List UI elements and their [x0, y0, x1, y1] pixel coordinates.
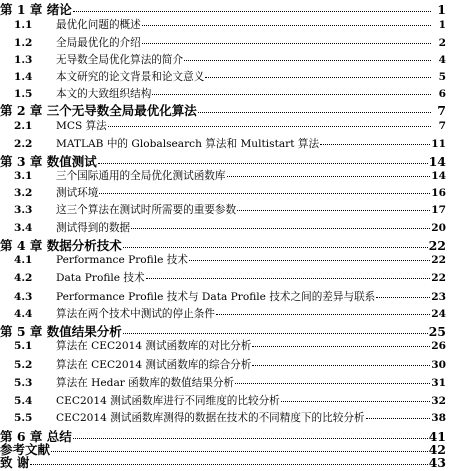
toc-num: 5.2: [14, 359, 33, 371]
toc-title: MCS 算法: [56, 120, 107, 132]
leader-dots: [252, 346, 430, 347]
toc-page: 16: [431, 187, 446, 199]
toc-page: 38: [431, 412, 446, 424]
toc-section: [0, 35, 446, 50]
leader-dots: [152, 94, 431, 95]
toc-num: 3.2: [14, 187, 33, 199]
toc-num: 4.2: [14, 272, 33, 284]
toc-page: 30: [431, 359, 446, 371]
toc-page: 7: [438, 120, 446, 132]
toc-section: [0, 136, 446, 151]
leader-dots: [198, 112, 431, 113]
toc-section: [0, 289, 446, 304]
toc-page: 22: [431, 254, 446, 266]
toc-page: 42: [428, 442, 446, 457]
toc-num: 3.3: [14, 204, 33, 216]
toc-num: 1.5: [14, 88, 33, 100]
toc-section: [0, 185, 446, 200]
toc-page: 7: [437, 103, 446, 118]
leader-dots: [227, 176, 431, 177]
toc-num: 4.4: [14, 308, 33, 320]
toc-title: CEC2014 测试函数库测得的数据在技术的不同精度下的比较分析: [56, 412, 365, 424]
toc-title: 测试得到的数据: [56, 222, 131, 234]
toc-section: [0, 168, 446, 183]
toc-page: 11: [431, 138, 446, 150]
toc-num: 5.4: [14, 395, 33, 407]
leader-dots: [376, 297, 430, 298]
toc-title: 第 1 章 绪论: [0, 2, 72, 17]
toc-title: Performance Profile 技术: [56, 254, 188, 266]
leader-dots: [252, 365, 430, 366]
leader-dots: [98, 163, 428, 164]
toc-num: 4.3: [14, 291, 33, 303]
toc-page: 41: [428, 429, 446, 444]
toc-num: 1.3: [14, 54, 33, 66]
leader-dots: [216, 314, 430, 315]
toc-page: 1: [437, 2, 446, 17]
leader-dots: [73, 11, 431, 12]
toc-section: [0, 270, 446, 285]
toc-page: 31: [431, 377, 446, 389]
toc-num: 1.1: [14, 19, 33, 31]
toc-title: 算法在 CEC2014 测试函数库的综合分析: [56, 359, 252, 371]
leader-dots: [108, 126, 431, 127]
toc-title: 最优化问题的概述: [56, 19, 141, 31]
toc-page: 43: [428, 455, 446, 470]
leader-dots: [184, 60, 431, 61]
toc-chapter: [0, 453, 446, 471]
leader-dots: [142, 43, 431, 44]
toc-section: [0, 375, 446, 390]
toc-page: 6: [438, 88, 446, 100]
leader-dots: [123, 333, 428, 334]
leader-dots: [205, 77, 431, 78]
toc-num: 5.5: [14, 412, 33, 424]
toc-section: [0, 86, 446, 101]
toc-title: 无导数全局优化算法的简介: [56, 54, 184, 66]
toc-title: 第 3 章 数值测试: [0, 154, 97, 169]
leader-dots: [366, 418, 431, 419]
toc-title: 本文的大致组织结构: [56, 88, 152, 100]
toc-title: 算法在 CEC2014 测试函数库的对比分析: [56, 340, 252, 352]
toc-title: 三个国际通用的全局优化测试函数库: [56, 170, 226, 182]
toc-page: 24: [431, 308, 446, 320]
toc-title: 第 5 章 数值结果分析: [0, 324, 122, 339]
toc-page: 25: [428, 324, 446, 339]
leader-dots: [99, 193, 430, 194]
toc-title: Data Profile 技术: [56, 272, 145, 284]
toc-title: MATLAB 中的 Globalsearch 算法和 Multistart 算法: [56, 138, 320, 150]
toc-title: 第 2 章 三个无导数全局最优化算法: [0, 103, 197, 118]
toc-section: [0, 357, 446, 372]
toc-section: [0, 410, 446, 425]
toc-title: CEC2014 测试函数库进行不同维度的比较分析: [56, 395, 280, 407]
leader-dots: [123, 247, 428, 248]
toc-num: 1.4: [14, 71, 33, 83]
toc-chapter: [0, 101, 446, 119]
leader-dots: [131, 228, 430, 229]
toc-section: [0, 252, 446, 267]
toc-section: [0, 306, 446, 321]
toc-page: 32: [431, 395, 446, 407]
toc-page: 1: [438, 19, 446, 31]
leader-dots: [142, 25, 431, 26]
toc-title: 全局最优化的介绍: [56, 37, 141, 49]
leader-dots: [30, 464, 427, 465]
leader-dots: [51, 451, 428, 452]
toc-page: 17: [431, 204, 446, 216]
leader-dots: [237, 210, 430, 211]
toc-section: [0, 202, 446, 217]
toc-section: [0, 338, 446, 353]
toc-page: 20: [431, 222, 446, 234]
toc-page: 2: [438, 37, 446, 49]
toc-num: 2.2: [14, 138, 33, 150]
toc-num: 3.1: [14, 170, 33, 182]
toc-section: [0, 17, 446, 32]
leader-dots: [189, 260, 430, 261]
toc-section: [0, 52, 446, 67]
toc-section: [0, 118, 446, 133]
toc-page: 23: [431, 291, 446, 303]
toc-title: 本文研究的论文背景和论文意义: [56, 71, 205, 83]
toc-chapter: [0, 0, 446, 18]
leader-dots: [73, 438, 428, 439]
toc-num: 5.1: [14, 340, 33, 352]
toc-page: 22: [431, 272, 446, 284]
toc-title: 这三个算法在测试时所需要的重要参数: [56, 204, 237, 216]
leader-dots: [146, 278, 431, 279]
toc-page: 26: [431, 340, 446, 352]
toc-page: 4: [438, 54, 446, 66]
toc-title: 第 6 章 总结: [0, 429, 72, 444]
leader-dots: [320, 144, 430, 145]
toc-page: 5: [438, 71, 446, 83]
toc-title: 测试环境: [56, 187, 99, 199]
toc-page: 14: [428, 154, 446, 169]
toc-page: 14: [431, 170, 446, 182]
toc-title: 第 4 章 数据分析技术: [0, 238, 122, 253]
toc-title: 致 谢: [0, 455, 30, 470]
toc-title: 算法在 Hedar 函数库的数值结果分析: [56, 377, 235, 389]
toc-num: 4.1: [14, 254, 33, 266]
toc-num: 2.1: [14, 120, 33, 132]
toc-num: 5.3: [14, 377, 33, 389]
toc-title: Performance Profile 技术与 Data Profile 技术之间的差异与联系: [56, 291, 376, 303]
leader-dots: [235, 383, 430, 384]
toc-section: [0, 220, 446, 235]
toc-section: [0, 393, 446, 408]
toc-title: 算法在两个技术中测试的停止条件: [56, 308, 215, 320]
toc-num: 1.2: [14, 37, 33, 49]
toc-num: 3.4: [14, 222, 33, 234]
toc-section: [0, 69, 446, 84]
toc-title: 参考文献: [0, 442, 51, 457]
toc-page: 22: [428, 238, 446, 253]
leader-dots: [281, 401, 430, 402]
